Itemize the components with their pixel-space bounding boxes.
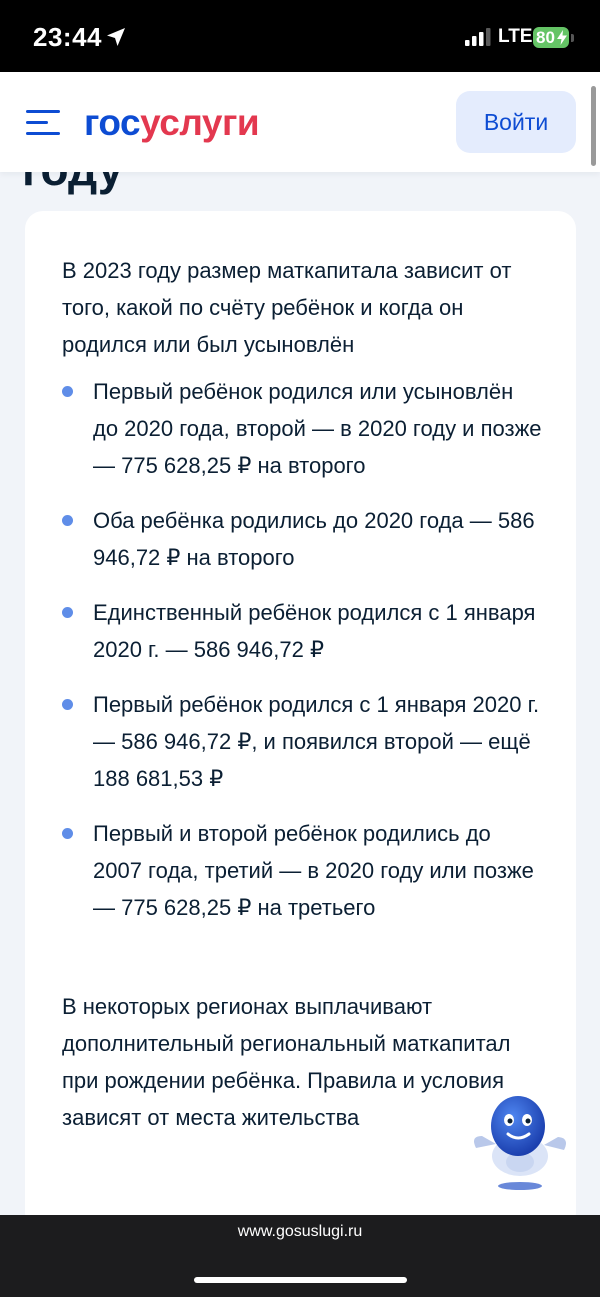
list-item — [62, 594, 542, 668]
gosuslugi-logo[interactable] — [84, 102, 259, 144]
bullet-dot-icon — [62, 386, 73, 397]
logo-part-gos: гос — [84, 102, 141, 143]
menu-icon[interactable] — [26, 110, 60, 136]
intro-paragraph: В 2023 году размер маткапитала зависит от того, какой по счёту ребёнок и когда он родился или был усыновлён — [62, 258, 512, 357]
signal-bars-icon — [465, 28, 491, 46]
network-type: LTE — [498, 26, 533, 47]
browser-url[interactable]: www.gosuslugi.ru — [237, 1223, 363, 1240]
list-item — [62, 686, 542, 797]
list-item-text: Оба ребёнка родились до 2020 года — 586 946,72 ₽ на второго — [93, 508, 535, 570]
regional-note-paragraph: В некоторых регионах выплачивают дополнительный региональный маткапитал при рождении ребёнка. Правила и условия зависят от места жительства — [62, 994, 511, 1130]
charging-bolt-icon — [557, 30, 567, 45]
list-item-text: Единственный ребёнок родился с 1 января 2020 г. — 586 946,72 ₽ — [93, 600, 536, 662]
battery-tip — [571, 34, 574, 42]
list-item — [62, 373, 542, 484]
status-time: 23:44 — [33, 22, 102, 52]
bullet-dot-icon — [62, 515, 73, 526]
bullet-dot-icon — [62, 699, 73, 710]
status-bar — [0, 0, 600, 72]
list-item-text: Первый ребёнок родился с 1 января 2020 г. — 586 946,72 ₽, и появился второй — ещё 188 681,53 ₽ — [93, 692, 540, 791]
list-item — [62, 502, 542, 576]
amount-list — [62, 373, 542, 944]
battery-charging-icon — [533, 27, 569, 48]
battery-level: 80 — [536, 28, 555, 47]
bullet-dot-icon — [62, 607, 73, 618]
list-item-text: Первый ребёнок родился или усыновлён до 2020 года, второй — в 2020 году и позже — 775 628,25 ₽ на второго — [93, 379, 542, 478]
logo-part-uslugi: услуги — [140, 102, 260, 143]
list-item — [62, 815, 542, 926]
robot-assistant-icon[interactable] — [468, 1090, 572, 1192]
home-indicator[interactable] — [194, 1277, 407, 1283]
site-header — [0, 72, 600, 172]
page-scrollbar[interactable] — [591, 86, 596, 166]
login-button[interactable]: Войти — [456, 91, 576, 153]
list-item-text: Первый и второй ребёнок родились до 2007 года, третий — в 2020 году или позже — 775 628,25 ₽ на третьего — [93, 821, 534, 920]
bullet-dot-icon — [62, 828, 73, 839]
location-arrow-icon — [106, 27, 126, 47]
